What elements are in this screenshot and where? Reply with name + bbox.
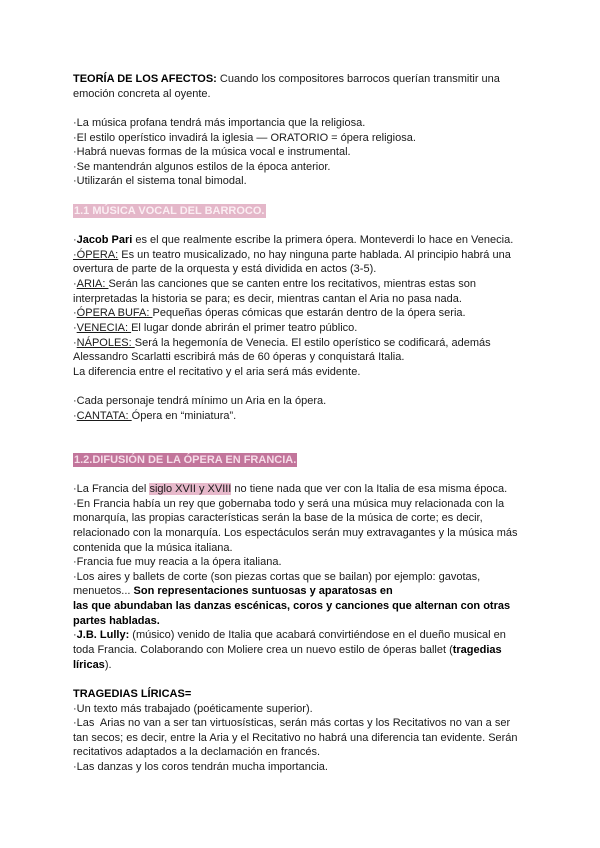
text-span: Pequeñas óperas cómicas que estarán dentro de la ópera seria. (152, 307, 466, 320)
text-span: ·Utilizarán el sistema tonal bimodal. (73, 175, 247, 188)
text-span: ). (104, 658, 112, 671)
text-span: ·Las danzas y los coros tendrán mucha importancia. (73, 761, 328, 774)
text-line (73, 350, 518, 365)
text-line (73, 716, 518, 731)
text-span: contenida que la música italiana. (73, 541, 233, 554)
text-span: · (73, 234, 77, 247)
text-span: ·Un texto más trabajado (poéticamente superior). (73, 702, 313, 715)
blank-line (73, 467, 518, 482)
text-line (73, 511, 518, 526)
text-line (73, 233, 518, 248)
text-span: no tiene nada que ver con la Italia de esa misma época. (231, 482, 508, 495)
text-line (73, 292, 518, 307)
text-span: es el que realmente escribe la primera ópera. Monteverdi lo hace en Venecia. (132, 234, 514, 247)
highlighted-text: siglo XVII y XVIII (149, 482, 232, 495)
text-span: · (73, 629, 77, 642)
text-span: · (73, 321, 77, 334)
blank-line (73, 101, 518, 116)
text-span: recitativos adaptados a la declamación en francés. (73, 746, 321, 759)
text-line (73, 526, 518, 541)
text-span: ·Los aires y ballets de corte (son piezas cortas que se bailan) por ejemplo: gavotas, (73, 570, 481, 583)
blank-line (73, 189, 518, 204)
text-line (73, 731, 518, 746)
bold-text: TRAGEDIAS LÍRICAS= (73, 687, 192, 700)
text-line (73, 262, 518, 277)
blank-line (73, 379, 518, 394)
text-line (73, 72, 518, 87)
text-line (73, 116, 518, 131)
text-span: tan secos; es decir, entre la Aria y el Recitativo no habrá una diferencia tan evidente. Serán (73, 731, 518, 744)
blank-line (73, 218, 518, 233)
text-line (73, 614, 518, 629)
text-span: ·El estilo operístico invadirá la iglesia — ORATORIO = ópera religiosa. (73, 131, 416, 144)
bold-text: líricas (73, 658, 105, 671)
text-span: · (73, 277, 77, 290)
text-line (73, 482, 518, 497)
bold-text: Son representaciones suntuosas y aparatosas en (133, 585, 393, 598)
underlined-term: VENECIA: (76, 321, 132, 334)
text-span: ·Habrá nuevas formas de la música vocal e instrumental. (73, 146, 351, 159)
text-span: menuetos... (73, 585, 134, 598)
text-line (73, 131, 518, 146)
text-span: Ópera en “miniatura”. (131, 409, 237, 422)
text-span: ·Francia fue muy reacia a la ópera italiana. (73, 556, 282, 569)
text-span: ·Las Arias no van a ser tan virtuosísticas, serán más cortas y los Recitativos no van a ser (73, 717, 511, 730)
text-span: Cuando los compositores barrocos querían transmitir una (216, 73, 500, 85)
text-line (73, 643, 518, 658)
bold-text: tragedias (452, 643, 502, 656)
text-line (73, 87, 518, 102)
underlined-term: NÁPOLES: (76, 336, 135, 349)
text-line (73, 321, 518, 336)
document-page (73, 72, 518, 775)
text-span: overtura de parte de la orquesta y está dividida en actos (3-5). (73, 263, 377, 276)
blank-line (73, 438, 518, 453)
text-line (73, 204, 518, 219)
text-line (73, 570, 518, 585)
bold-text: Jacob Pari (76, 234, 133, 247)
text-line (73, 628, 518, 643)
text-span: · (73, 336, 77, 349)
text-span: (músico) venido de Italia que acabará convirtiéndose en el dueño musical en (129, 629, 506, 642)
text-span: Será la hegemonía de Venecia. El estilo operístico se codificará, además (134, 336, 491, 349)
text-line (73, 760, 518, 775)
text-span: monarquía, las propias características serán la base de la música de corte; es decir, (73, 512, 483, 525)
text-line (73, 394, 518, 409)
bold-text: las que abundaban las danzas escénicas, coros y canciones que alternan con otras (73, 600, 511, 613)
text-span: ·En Francia había un rey que gobernaba todo y será una música muy relacionada con la (73, 497, 505, 510)
text-line (73, 277, 518, 292)
underlined-term: ARIA: (76, 277, 109, 290)
text-line (73, 409, 518, 424)
text-span: emoción concreta al oyente. (73, 87, 211, 100)
text-line (73, 658, 518, 673)
text-span: La diferencia entre el recitativo y el aria será más evidente. (73, 365, 361, 378)
underlined-term: CANTATA: (76, 409, 132, 422)
text-span: El lugar donde abrirán el primer teatro público. (131, 321, 358, 334)
text-span: ·Cada personaje tendrá mínimo un Aria en la ópera. (73, 395, 327, 408)
text-line (73, 497, 518, 512)
bold-text: partes habladas. (73, 614, 160, 627)
blank-line (73, 672, 518, 687)
underlined-term: ÓPERA BUFA: (76, 307, 153, 320)
text-line (73, 306, 518, 321)
text-line (73, 336, 518, 351)
text-span: Es un teatro musicalizado, no hay ninguna parte hablada. Al principio habrá una (118, 248, 511, 261)
text-line (73, 555, 518, 570)
bold-text: TEORÍA DE LOS AFECTOS: (73, 73, 217, 85)
text-span: · (73, 307, 77, 320)
text-span: ·Se mantendrán algunos estilos de la época anterior. (73, 160, 331, 173)
text-span: Alessandro Scarlatti escribirá más de 60 óperas y conquistará Italia. (73, 351, 405, 364)
text-line (73, 174, 518, 189)
text-line (73, 541, 518, 556)
text-span: relacionado con la monarquía. Los espectáculos serán muy extravagantes y la música más (73, 526, 518, 539)
section-heading: 1.2.DIFUSIÓN DE LA ÓPERA EN FRANCIA. (74, 453, 297, 466)
text-line (73, 365, 518, 380)
text-line (73, 248, 518, 263)
text-line (73, 453, 518, 468)
text-span: · (73, 409, 77, 422)
text-span: Serán las canciones que se canten entre los recitativos, mientras estas son (108, 277, 476, 290)
text-line (73, 745, 518, 760)
blank-line (73, 423, 518, 438)
text-span: ·La Francia del (73, 482, 150, 495)
underlined-term: ·ÓPERA: (73, 248, 119, 261)
bold-text: J.B. Lully: (76, 629, 130, 642)
text-line (73, 160, 518, 175)
text-span: toda Francia. Colaborando con Moliere crea un nuevo estilo de óperas ballet ( (73, 643, 453, 656)
text-line (73, 702, 518, 717)
text-line (73, 145, 518, 160)
text-line (73, 599, 518, 614)
text-line (73, 687, 518, 702)
text-span: ·La música profana tendrá más importancia que la religiosa. (73, 116, 366, 129)
text-span: interpretadas la historia se para; es decir, mientras cantan el Aria no pasa nada. (73, 292, 462, 305)
section-heading: 1.1 MÚSICA VOCAL DEL BARROCO. (74, 204, 265, 217)
text-line (73, 584, 518, 599)
